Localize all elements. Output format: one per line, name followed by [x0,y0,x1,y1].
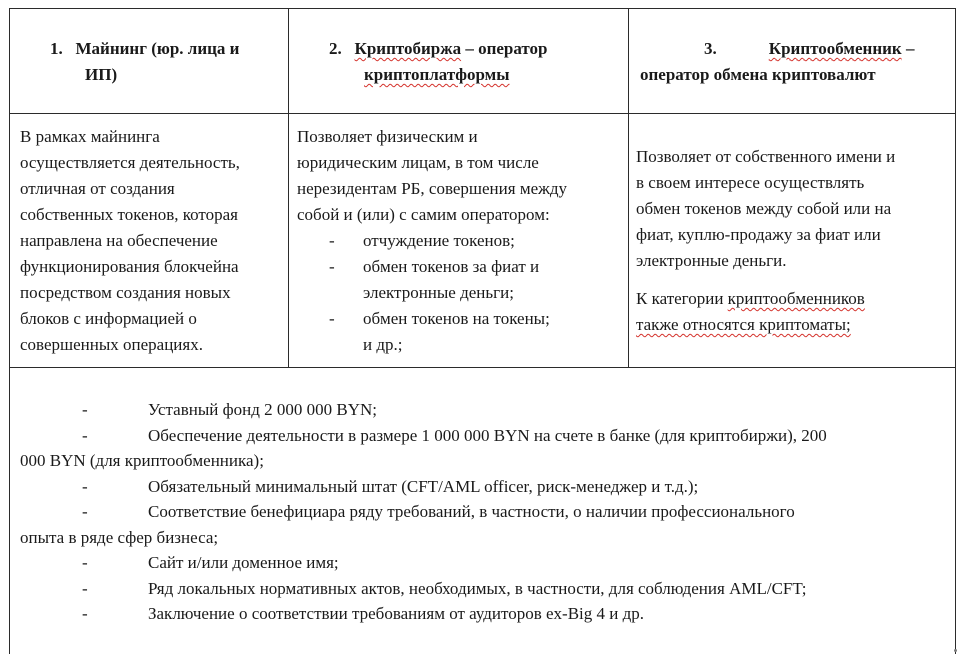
text-line: электронные деньги. [636,251,787,270]
requirement-item [20,423,945,449]
requirements-table [9,8,956,654]
page-corner-mark [954,649,957,652]
header-exchanger-title-suffix: – [901,39,915,58]
text-line: Позволяет от собственного имени и [636,147,896,166]
text-line: нерезидентам РБ, совершения между [297,179,568,198]
header-mining [20,36,282,88]
list-item-text: и др.; [363,335,403,354]
text-line: направлена на обеспечение [20,231,218,250]
text-line: Позволяет физическим и [297,127,478,146]
text-line: осуществляется деятельность, [20,153,240,172]
column-divider-2 [628,9,629,367]
header-exchanger [632,36,954,88]
note-text: К категории [636,289,728,308]
list-item [297,254,625,280]
text-line: в своем интересе осуществлять [636,173,865,192]
exchanger-description [636,144,954,338]
requirement-item [20,474,945,500]
list-item-continuation [297,280,625,306]
dash-marker: - [82,425,88,445]
list-item-text: электронные деньги; [363,283,514,302]
requirement-text: Обязательный минимальный штат (CFT/AML officer, риск-менеджер и т.д.); [148,476,699,496]
exchanger-note [636,286,954,312]
header-divider [10,113,955,114]
dash-marker: - [82,578,88,598]
dash-marker: - [82,502,88,521]
row-divider [10,367,955,368]
text-line: функционирования блокчейна [20,257,239,276]
list-item [297,228,625,254]
dash-marker: - [329,309,335,328]
column-divider-1 [288,9,289,367]
requirement-continuation: 000 BYN (для криптообменника); [20,451,264,470]
list-item [297,306,625,332]
requirement-item [20,576,945,602]
text-line: фиат, куплю-продажу за фиат или [636,225,881,244]
list-item-text: обмен токенов за фиат и [363,257,540,276]
requirement-text: Обеспечение деятельности в размере 1 000 000 BYN на счете в банке (для криптобиржи), 200 [148,425,827,445]
requirement-text: Заключение о соответствии требованиям от аудиторов ex-Big 4 и др. [148,604,645,623]
text-line: посредством создания новых [20,283,231,302]
exchanger-note-cont: также относятся криптоматы; [636,315,851,334]
text-line: собой и (или) с самим оператором: [297,205,550,224]
requirement-item [20,550,945,576]
text-line: блоков с информацией о [20,309,197,328]
list-item-text: обмен токенов на токены; [363,309,550,328]
text-line: обмен токенов между собой или на [636,199,892,218]
header-exchange-title-cont: криптоплатформы [364,65,510,84]
dash-marker: - [329,231,335,250]
text-line: совершенных операциях. [20,335,203,354]
text-line: юридическим лицам, в том числе [297,153,539,172]
dash-marker: - [82,476,88,496]
requirement-item [20,601,945,627]
dash-marker: - [82,400,88,419]
list-item-continuation [297,332,625,358]
header-mining-title: Майнинг (юр. лица и [75,39,240,58]
requirement-item [20,499,945,525]
requirement-text: Ряд локальных нормативных актов, необходимых, в частности, для соблюдения AML/CFT; [148,578,807,598]
header-exchange-number: 2. [329,39,342,58]
note-text-spell: криптообменников [727,289,865,308]
header-exchanger-title-cont: оператор обмена криптовалют [640,65,876,84]
header-exchanger-title: Криптообменник [768,39,902,58]
exchange-description [297,124,625,358]
dash-marker: - [329,257,335,276]
header-exchanger-number: 3. [704,39,717,58]
text-line: В рамках майнинга [20,127,160,146]
requirement-continuation: опыта в ряде сфер бизнеса; [20,527,219,547]
requirement-text: Уставный фонд 2 000 000 BYN; [148,400,377,419]
text-line: отличная от создания [20,179,175,198]
header-mining-title-cont: ИП) [85,65,118,84]
requirement-item [20,397,945,423]
requirement-text: Соответствие бенефициара ряду требований, в частности, о наличии профессионального [148,502,795,521]
header-exchange-title: Криптобиржа [354,39,462,58]
requirements-list [20,397,945,627]
dash-marker: - [82,553,88,572]
mining-description [20,124,285,358]
header-exchange-title-suffix: – оператор [461,39,548,58]
header-mining-number: 1. [50,39,63,58]
header-exchange [295,36,625,88]
dash-marker: - [82,604,88,623]
list-item-text: отчуждение токенов; [363,231,515,250]
text-line: собственных токенов, которая [20,205,238,224]
requirement-text: Сайт и/или доменное имя; [148,553,339,572]
